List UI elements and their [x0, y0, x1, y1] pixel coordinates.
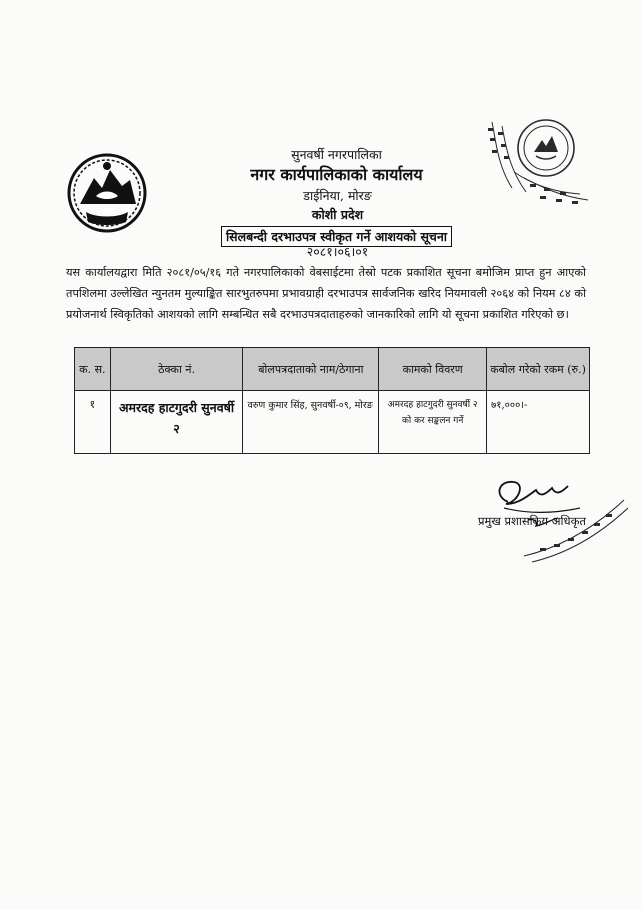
table-header-row — [75, 348, 590, 391]
signatory-title: प्रमुख प्रशासकिय अधिकृत — [478, 514, 586, 528]
header-amount: कबोल गरेको रकम (रु.) — [487, 348, 590, 391]
province-name: कोशी प्रदेश — [311, 207, 364, 222]
header-bidder: बोलपत्रदाताको नाम/ठेगाना — [243, 348, 379, 391]
notice-paragraph: यस कार्यालयद्वारा मिति २०८१/०५/१६ गते नगरपालिकाको वेबसाईटमा तेस्रो पटक प्रकाशित सूचना बमोजिम प्राप्त हुन आएको तपशिलमा उल्लेखित न्युनतम मुल्याङ्कित सारभुतरुपमा प्रभावग्राही दरभाउपत्र सार्वजनिक खरिद नियमावली २०६४ को नियम ८४ को प्रयोजनार्थ स्विकृतिको आशयको लागि सम्बन्धित सबै दरभाउपत्रदाताहरुको जानकारिको लागि यो सूचना प्रकाशित गरिएको छ। — [66, 266, 586, 321]
cell-bidder: वरुण कुमार सिंह, सुनवर्षी-०९, मोरङ — [243, 391, 379, 454]
header-sn: क. स. — [75, 348, 111, 391]
table-row — [75, 391, 590, 454]
notice-date: २०८१।०६।०१ — [306, 244, 369, 259]
awarded-bids-table — [74, 347, 590, 454]
office-name: नगर कार्यपालिकाको कार्यालय — [250, 165, 423, 184]
cell-contract: अमरदह हाटगुदरी सुनवर्षी २ — [110, 391, 243, 454]
cell-amount: ७१,०००।- — [487, 391, 590, 454]
cell-sn: १ — [75, 391, 111, 454]
notice-title: सिलबन्दी दरभाउपत्र स्वीकृत गर्ने आशयको सूचना — [221, 226, 452, 247]
office-address: डाईनिया, मोरङ — [303, 188, 372, 203]
municipality-name: सुनवर्षी नगरपालिका — [291, 147, 382, 162]
cell-work: अमरदह हाटगुदरी सुनवर्षी २ को कर सङ्कलन गर्ने — [379, 391, 487, 454]
header-work: कामको विवरण — [379, 348, 487, 391]
header-contract: ठेक्का नं. — [110, 348, 243, 391]
